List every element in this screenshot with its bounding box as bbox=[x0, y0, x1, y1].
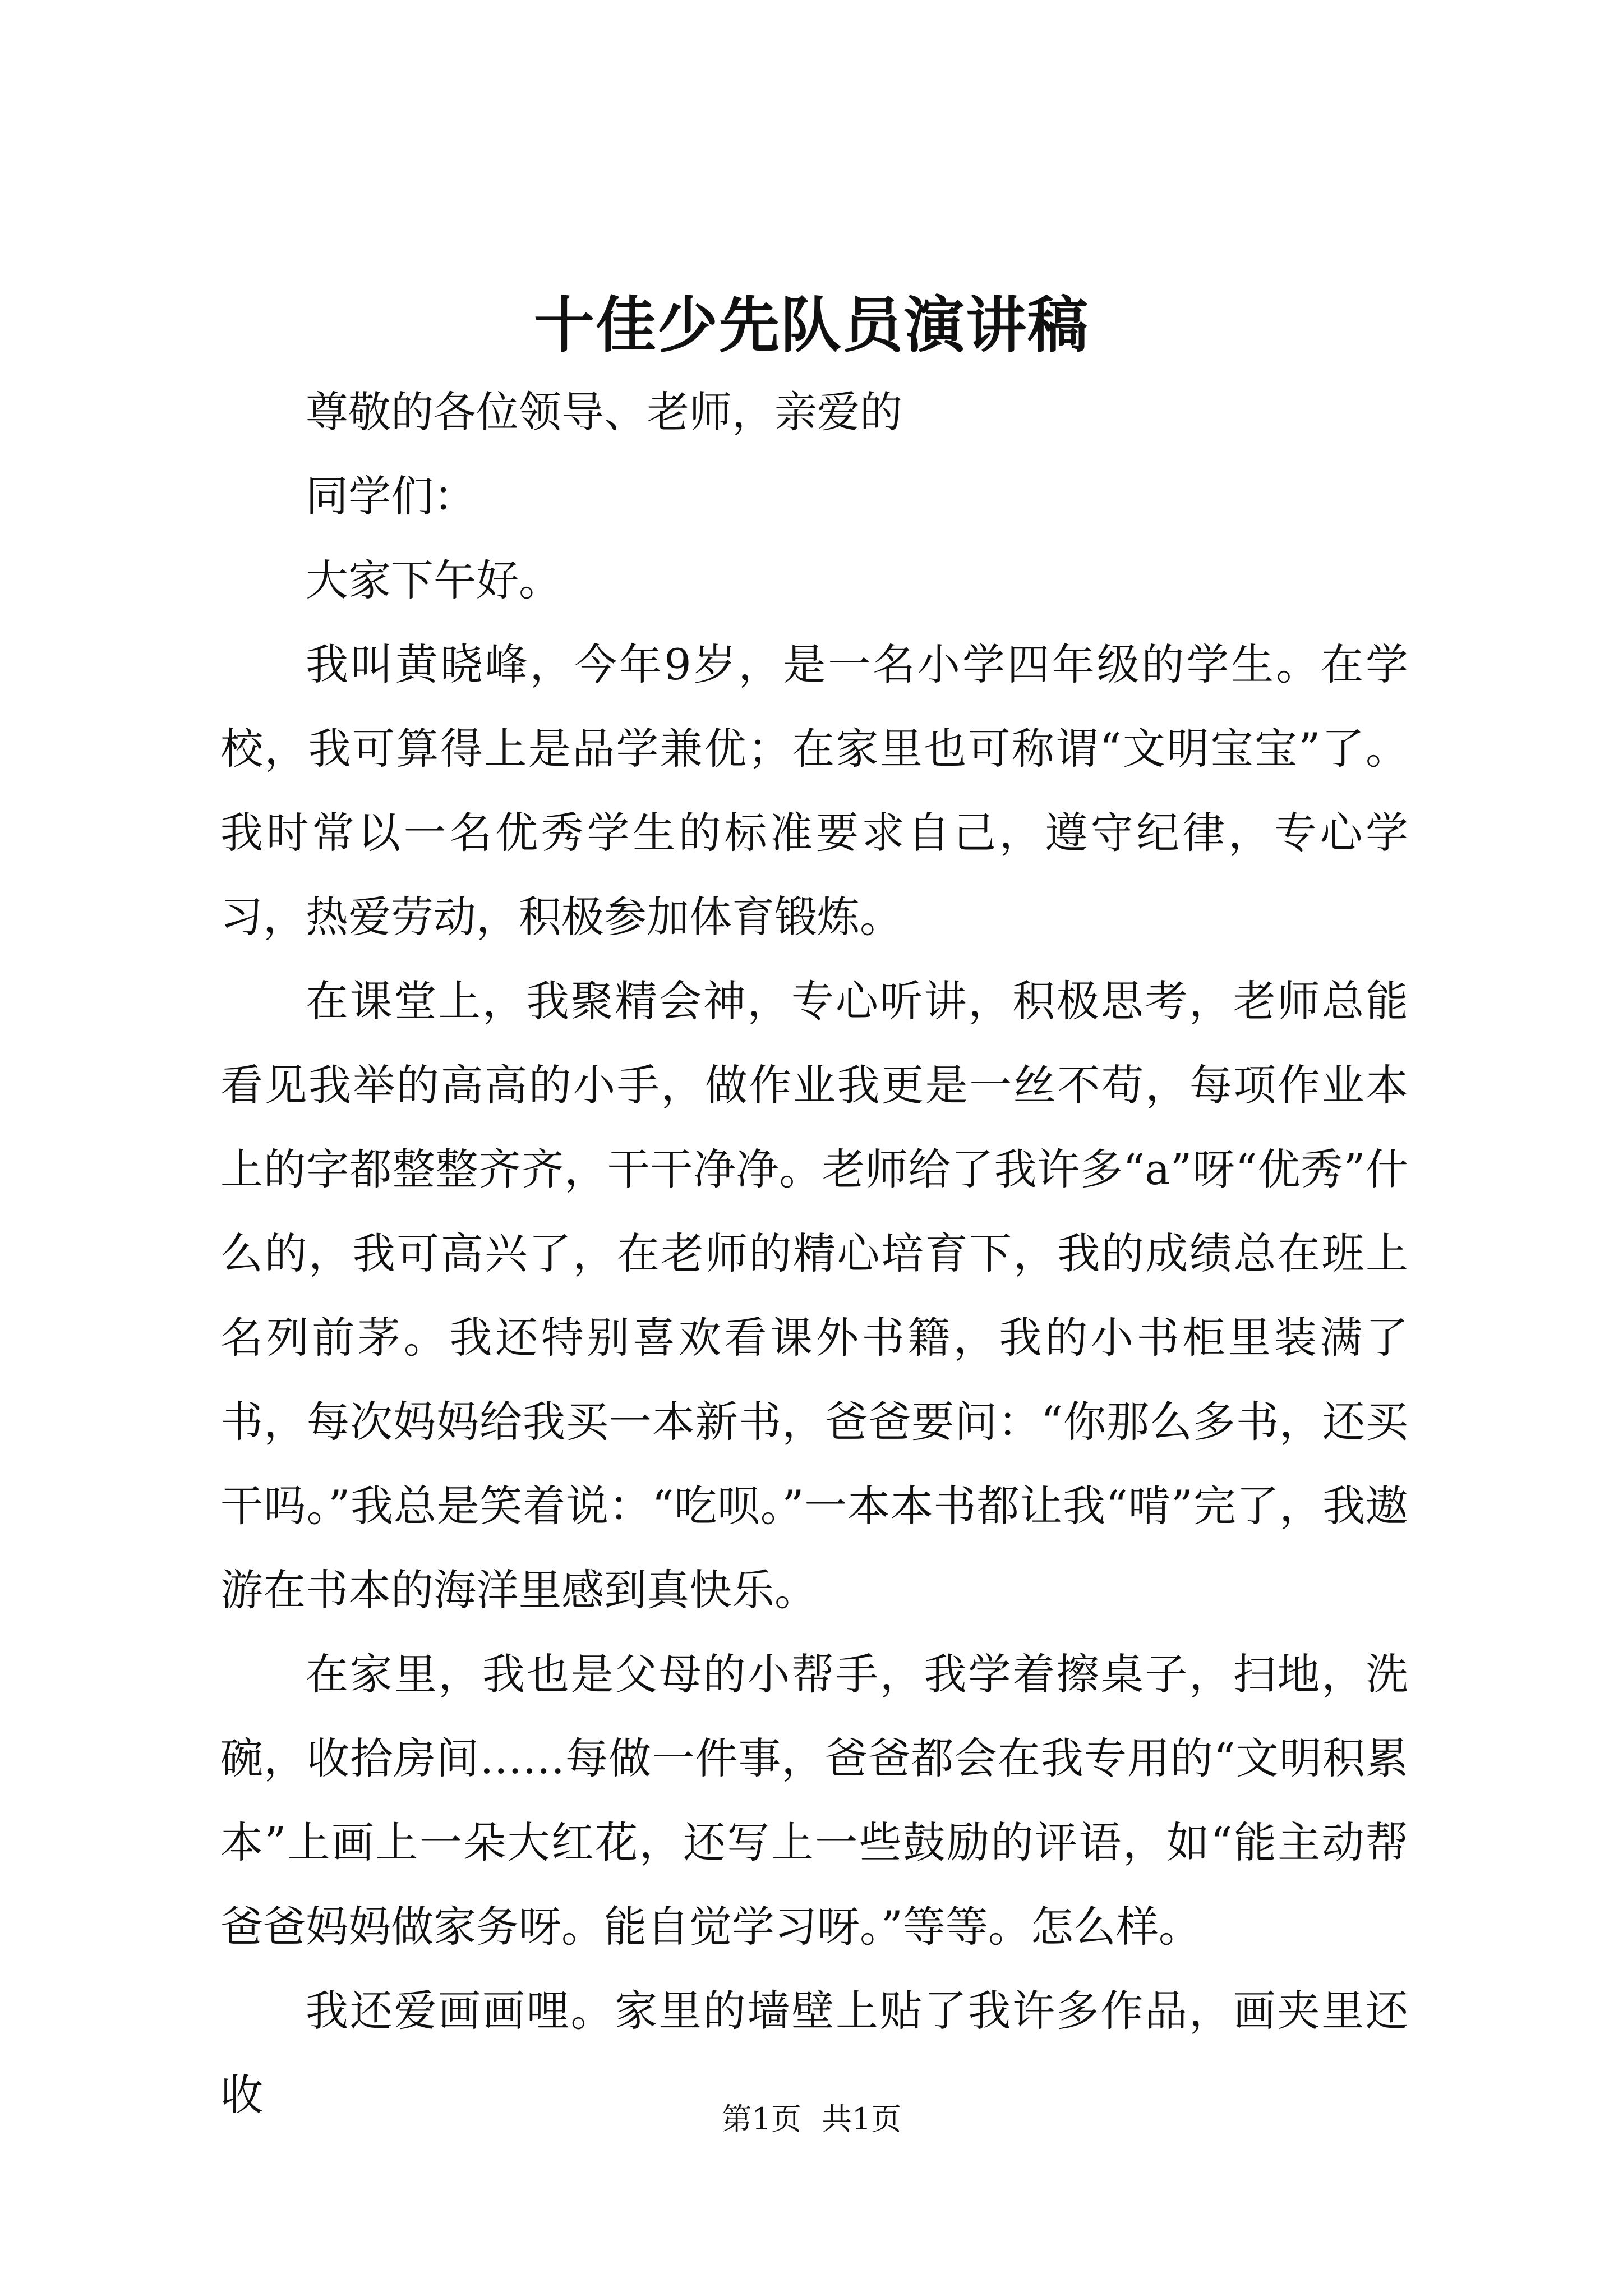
paragraph-salutation-continued: 同学们： bbox=[306, 471, 476, 521]
page-footer bbox=[0, 2097, 1623, 2142]
page-total: 共1页 bbox=[822, 2101, 902, 2137]
paragraph-painting: 我还爱画画哩。家里的墙壁上贴了我许多作品，画夹里还收 bbox=[220, 1986, 1408, 2120]
paragraph-introduction: 我叫黄晓峰，今年9岁，是一名小学四年级的学生。在学校，我可算得上是品学兼优；在家里也可称谓“文明宝宝”了。我时常以一名优秀学生的标准要求自己，遵守纪律，专心学习，热爱劳动，积极参加体育锻炼。 bbox=[220, 639, 1408, 942]
page-number: 第1页 bbox=[721, 2101, 801, 2137]
paragraph-salutation: 尊敬的各位领导、老师，亲爱的 bbox=[306, 387, 902, 437]
paragraph-home: 在家里，我也是父母的小帮手，我学着擦桌子，扫地，洗碗，收拾房间……每做一件事，爸爸都会在我专用的“文明积累本”上画上一朵大红花，还写上一些鼓励的评语，如“能主动帮爸爸妈妈做家务呀。能自觉学习呀。”等等。怎么样。 bbox=[220, 1649, 1408, 1952]
paragraph-greeting: 大家下午好。 bbox=[306, 555, 561, 605]
paragraph-classroom: 在课堂上，我聚精会神，专心听讲，积极思考，老师总能看见我举的高高的小手，做作业我更是一丝不苟，每项作业本上的字都整整齐齐，干干净净。老师给了我许多“a”呀“优秀”什么的，我可高兴了，在老师的精心培育下，我的成绩总在班上名列前茅。我还特别喜欢看课外书籍，我的小书柜里装满了书，每次妈妈给我买一本新书，爸爸要问：“你那么多书，还买干吗。”我总是笑着说：“吃呗。”一本本书都让我“啃”完了，我遨游在书本的海洋里感到真快乐。 bbox=[220, 976, 1408, 1615]
document-body bbox=[220, 370, 1408, 2137]
document-title: 十佳少先队员演讲稿 bbox=[533, 290, 1089, 361]
